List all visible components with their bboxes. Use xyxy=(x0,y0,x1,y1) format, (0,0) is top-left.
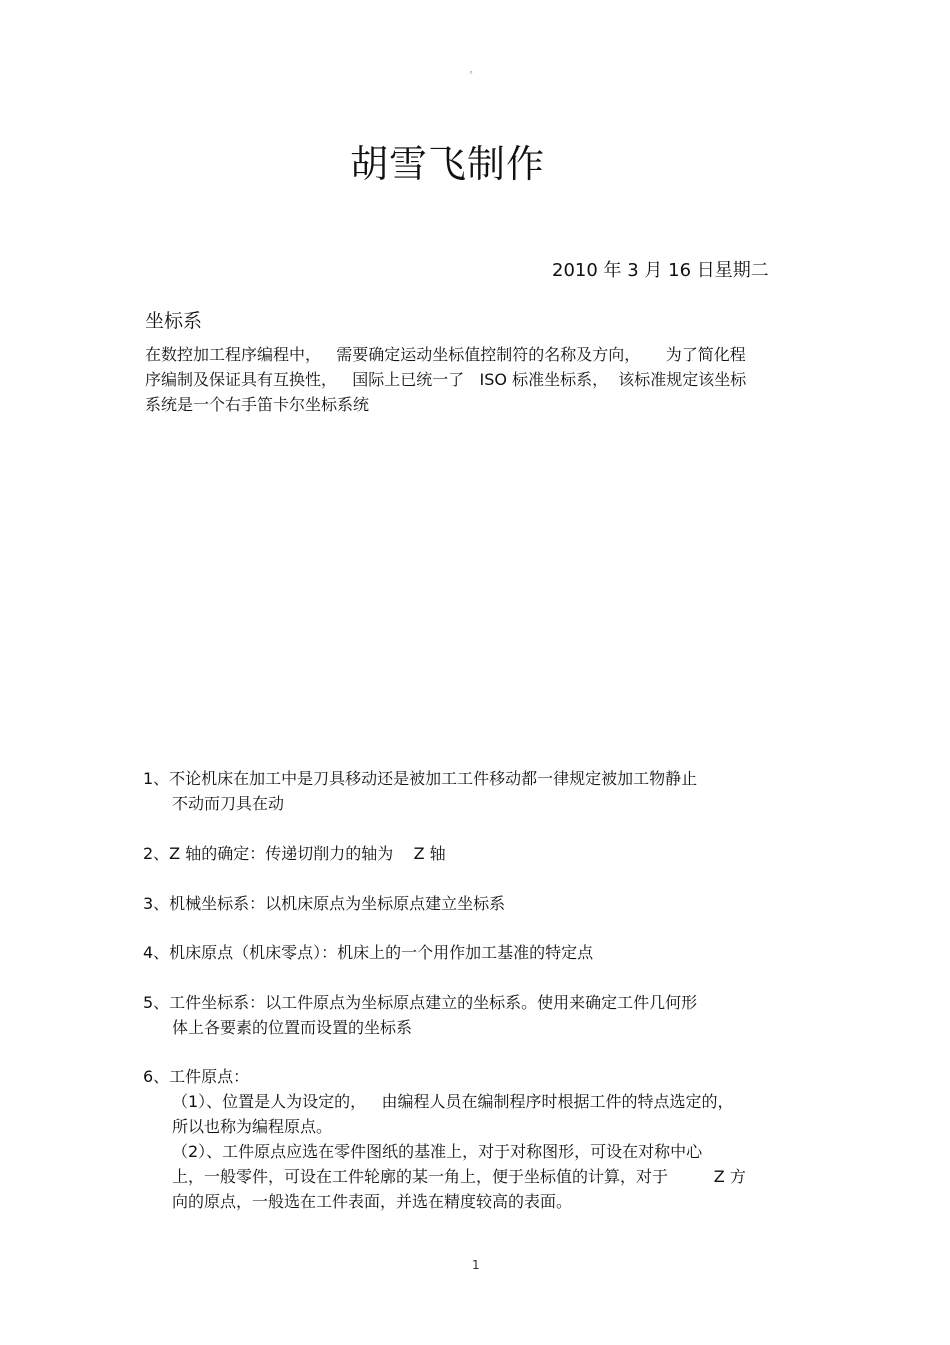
header-mark: ° xyxy=(469,70,473,79)
intro-paragraph xyxy=(145,342,805,417)
figure-placeholder xyxy=(145,430,805,750)
date-line: 2010 年 3 月 16 日星期二 xyxy=(552,260,769,281)
item-subtext: 上，一般零件，可设在工件轮廓的某一角上，便于坐标值的计算，对于 Z 方 xyxy=(172,1167,746,1186)
item-text: 4、机床原点（机床零点）：机床上的一个用作加工基准的特定点 xyxy=(143,943,594,962)
intro-line: 在数控加工程序编程中， 需要确定运动坐标值控制符的名称及方向， 为了简化程 xyxy=(145,345,746,364)
page-number: 1 xyxy=(472,1258,480,1272)
item-text: 6、工件原点： xyxy=(143,1067,250,1086)
list-item xyxy=(143,766,813,816)
item-text: 5、工件坐标系：以工件原点为坐标原点建立的坐标系。使用来确定工件几何形 xyxy=(143,993,698,1012)
page-title: 胡雪飞制作 xyxy=(350,142,546,186)
section-heading: 坐标系 xyxy=(145,310,203,332)
intro-line: 系统是一个右手笛卡尔坐标系统 xyxy=(145,395,370,414)
item-text: 不动而刀具在动 xyxy=(172,794,285,813)
intro-line: 序编制及保证具有互换性， 国际上已统一了 ISO 标准坐标系， 该标准规定该坐标 xyxy=(145,370,747,389)
item-subtext: （2）、工件原点应选在零件图纸的基准上，对于对称图形，可设在对称中心 xyxy=(172,1142,703,1161)
list-item xyxy=(143,891,813,916)
item-text: 3、机械坐标系：以机床原点为坐标原点建立坐标系 xyxy=(143,894,506,913)
item-text: 2、Z 轴的确定：传递切削力的轴为 Z 轴 xyxy=(143,844,446,863)
list-item xyxy=(143,940,813,965)
list-item xyxy=(143,990,813,1040)
item-text: 体上各要素的位置而设置的坐标系 xyxy=(172,1018,413,1037)
item-subtext: 向的原点，一般选在工件表面，并选在精度较高的表面。 xyxy=(172,1192,573,1211)
item-text: 1、不论机床在加工中是刀具移动还是被加工工件移动都一律规定被加工物静止 xyxy=(143,769,698,788)
item-subtext: 所以也称为编程原点。 xyxy=(172,1117,333,1136)
list-item xyxy=(143,841,813,866)
item-subtext: （1）、位置是人为设定的， 由编程人员在编制程序时根据工件的特点选定的， xyxy=(172,1092,734,1111)
list-item xyxy=(143,1064,813,1214)
